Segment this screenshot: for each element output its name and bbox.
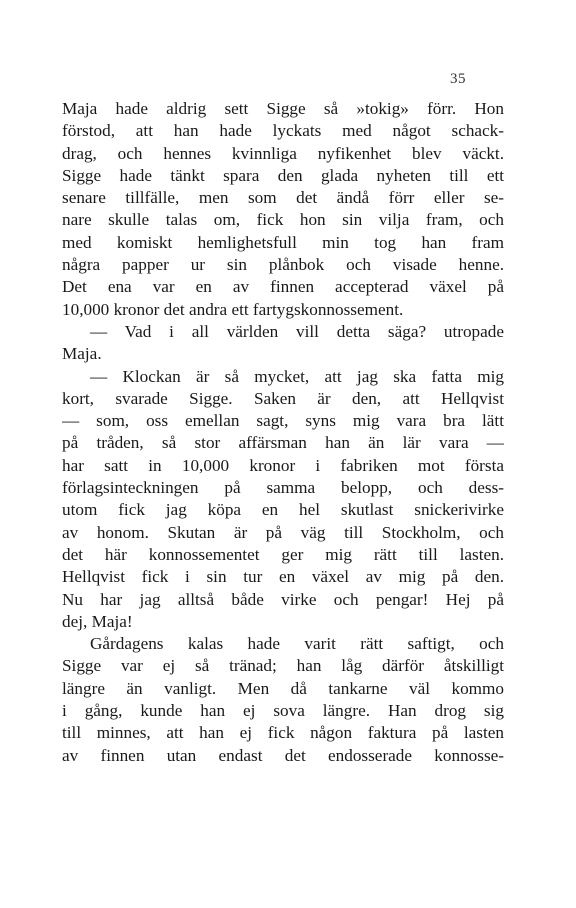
- text-line: i gång, kunde han ej sova längre. Han drog sig: [62, 701, 504, 721]
- text-line: kort, svarade Sigge. Saken är den, att Hellqvist: [62, 388, 504, 408]
- text-line: Det ena var en av finnen accepterad växel på: [62, 277, 504, 297]
- text-line: några papper ur sin plånbok och visade henne.: [62, 255, 504, 275]
- text-line: Maja hade aldrig sett Sigge så »tokig» förr. Hon: [62, 99, 504, 118]
- text-line: med komiskt hemlighetsfull min tog han fram: [62, 232, 504, 252]
- text-line: har satt in 10,000 kronor i fabriken mot första: [62, 455, 504, 475]
- text-line: — Vad i all världen vill detta säga? utropade: [90, 321, 504, 341]
- text-line: dej, Maja!: [62, 611, 133, 631]
- text-line: 10,000 kronor det andra ett fartygskonnossement.: [62, 299, 404, 319]
- text-line: av finnen utan endast det endosserade konnosse-: [62, 745, 504, 765]
- text-line: Sigge var ej så tränad; han låg därför åtskilligt: [62, 656, 504, 676]
- text-line: senare tillfälle, men som det ändå förr eller se-: [62, 188, 504, 208]
- text-line: det här konnossementet ger mig rätt till lasten.: [62, 544, 504, 564]
- text-line: av honom. Skutan är på väg till Stockholm, och: [62, 522, 504, 542]
- text-line: Hellqvist fick i sin tur en växel av mig på den.: [62, 567, 504, 587]
- text-line: förstod, att han hade lyckats med något schack-: [62, 121, 504, 141]
- text-line: Nu har jag alltså både virke och pengar! Hej på: [62, 589, 504, 609]
- text-line: drag, och hennes kvinnliga nyfikenhet blev väckt.: [62, 143, 504, 163]
- text-line: Sigge hade tänkt spara den glada nyheten till ett: [62, 165, 504, 185]
- text-line: — Klockan är så mycket, att jag ska fatta mig: [90, 366, 504, 386]
- text-line: Gårdagens kalas hade varit rätt saftigt, och: [90, 634, 504, 654]
- text-line: förlagsinteckningen på samma belopp, och dess-: [62, 478, 504, 498]
- text-line: nare skulle talas om, fick hon sin vilja fram, och: [62, 210, 504, 230]
- body-text: [62, 98, 504, 767]
- text-line: längre än vanligt. Men då tankarne väl kommo: [62, 678, 504, 698]
- text-line: utom fick jag köpa en hel skutlast snickerivirke: [62, 500, 504, 520]
- text-line: — som, oss emellan sagt, syns mig vara bra lätt: [62, 411, 504, 431]
- page-number: 35: [450, 71, 466, 87]
- text-line: till minnes, att han ej fick någon faktura på lasten: [62, 723, 504, 743]
- text-line: på tråden, så stor affärsman han än lär vara —: [62, 433, 504, 453]
- text-line: Maja.: [62, 344, 102, 364]
